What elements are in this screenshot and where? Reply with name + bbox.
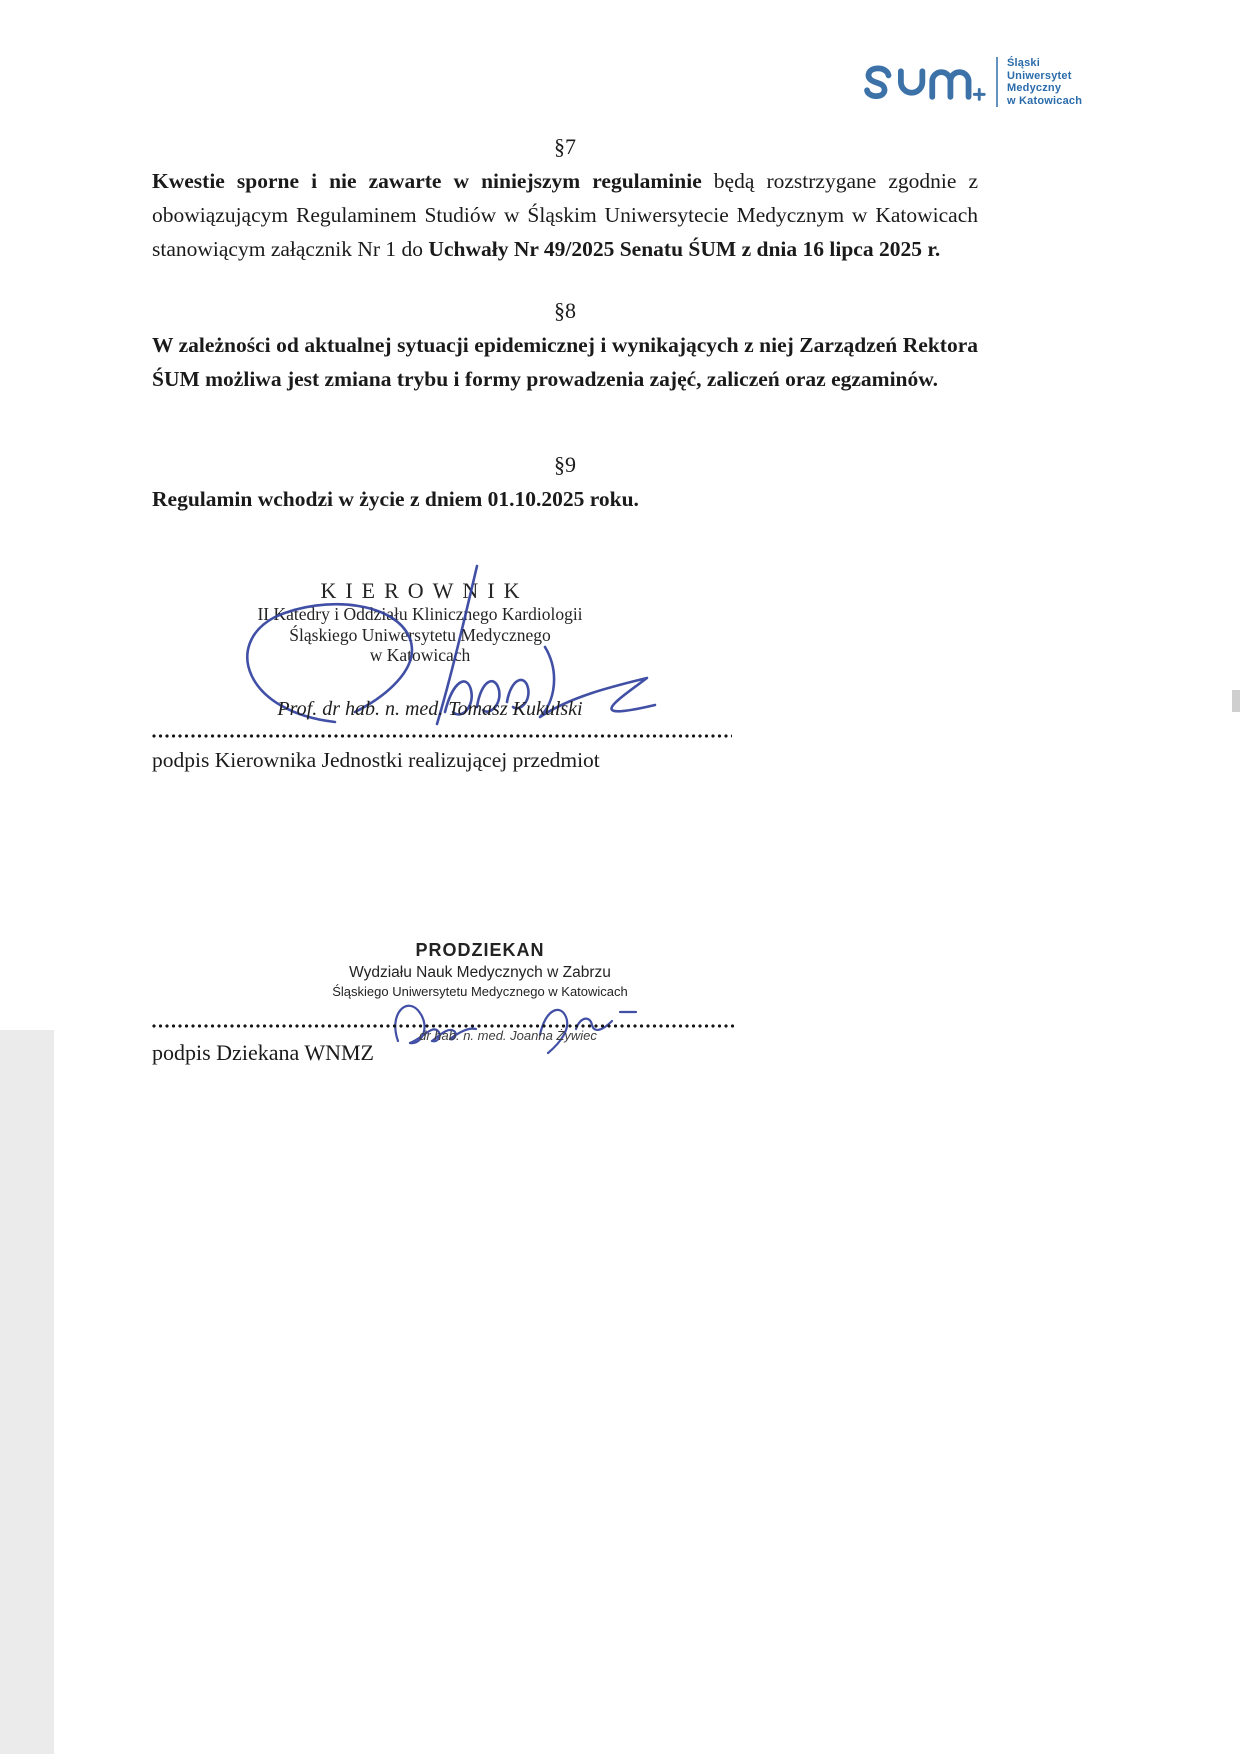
prodziekan-stamp xyxy=(295,940,665,999)
section-9-heading: §9 xyxy=(554,452,576,477)
logo-line: Śląski xyxy=(1007,57,1041,69)
paragraph-7-bold-tail: Uchwały Nr 49/2025 Senatu ŚUM z dnia 16 lipca 2025 r. xyxy=(428,237,941,261)
paragraph-9: Regulamin wchodzi w życie z dniem 01.10.2025 roku. xyxy=(152,487,639,511)
sum-wordmark-icon xyxy=(858,53,990,111)
kierownik-stamp-title: KIEROWNIK xyxy=(320,578,529,603)
logo-institution-name xyxy=(1007,57,1082,107)
signature-dotted-line xyxy=(152,1024,737,1028)
logo-line: Medyczny xyxy=(1007,82,1062,94)
prodziekan-stamp-title: PRODZIEKAN xyxy=(415,940,545,960)
paragraph-7 xyxy=(152,164,978,266)
paragraph-8: W zależności od aktualnej sytuacji epidemicznej i wynikających z niej Zarządzeń Rektora ŚUM możliwa jest zmiana trybu i formy prowadzenia zajęć, zaliczeń oraz egzaminów. xyxy=(152,333,978,391)
kierownik-stamp-dept3: w Katowicach xyxy=(369,645,471,665)
logo-line: w Katowicach xyxy=(1007,94,1083,107)
paragraph-7-bold-lead: Kwestie sporne i nie zawarte w niniejszym regulaminie xyxy=(152,169,702,193)
scan-artifact-mark xyxy=(1232,690,1240,712)
prodziekan-signature-caption: podpis Dziekana WNMZ xyxy=(152,1040,374,1065)
prodziekan-stamp-dept2: Śląskiego Uniwersytetu Medycznego w Katowicach xyxy=(332,984,628,999)
kierownik-stamp-dept2: Śląskiego Uniwersytetu Medycznego xyxy=(289,624,551,645)
kierownik-stamp xyxy=(170,578,670,666)
section-7-heading: §7 xyxy=(554,134,576,159)
logo-line: Uniwersytet xyxy=(1007,69,1072,82)
kierownik-signature-caption: podpis Kierownika Jednostki realizującej przedmiot xyxy=(152,748,600,772)
paragraph-7-normal: będą rozstrzygane zgodnie z obowiązującym Regulaminem Studiów w Śląskim Uniwersytecie Medycznym w Katowicach stanowiącym załącznik Nr 1 do xyxy=(152,169,978,261)
kierownik-stamp-dept1: II Katedry i Oddziału Klinicznego Kardiologii xyxy=(257,604,583,624)
signature-dotted-line xyxy=(152,734,732,738)
section-8-heading: §8 xyxy=(554,298,576,323)
prodziekan-stamp-dept1: Wydziału Nauk Medycznych w Zabrzu xyxy=(349,964,611,981)
logo-divider xyxy=(996,57,998,107)
kierownik-signatory-name: Prof. dr hab. n. med. Tomasz Kukulski xyxy=(277,698,583,720)
scan-artifact-band xyxy=(0,1030,54,1754)
prodziekan-signatory-name: dr hab. n. med. Joanna Żywiec xyxy=(419,1028,597,1043)
sum-logo xyxy=(858,50,1118,114)
